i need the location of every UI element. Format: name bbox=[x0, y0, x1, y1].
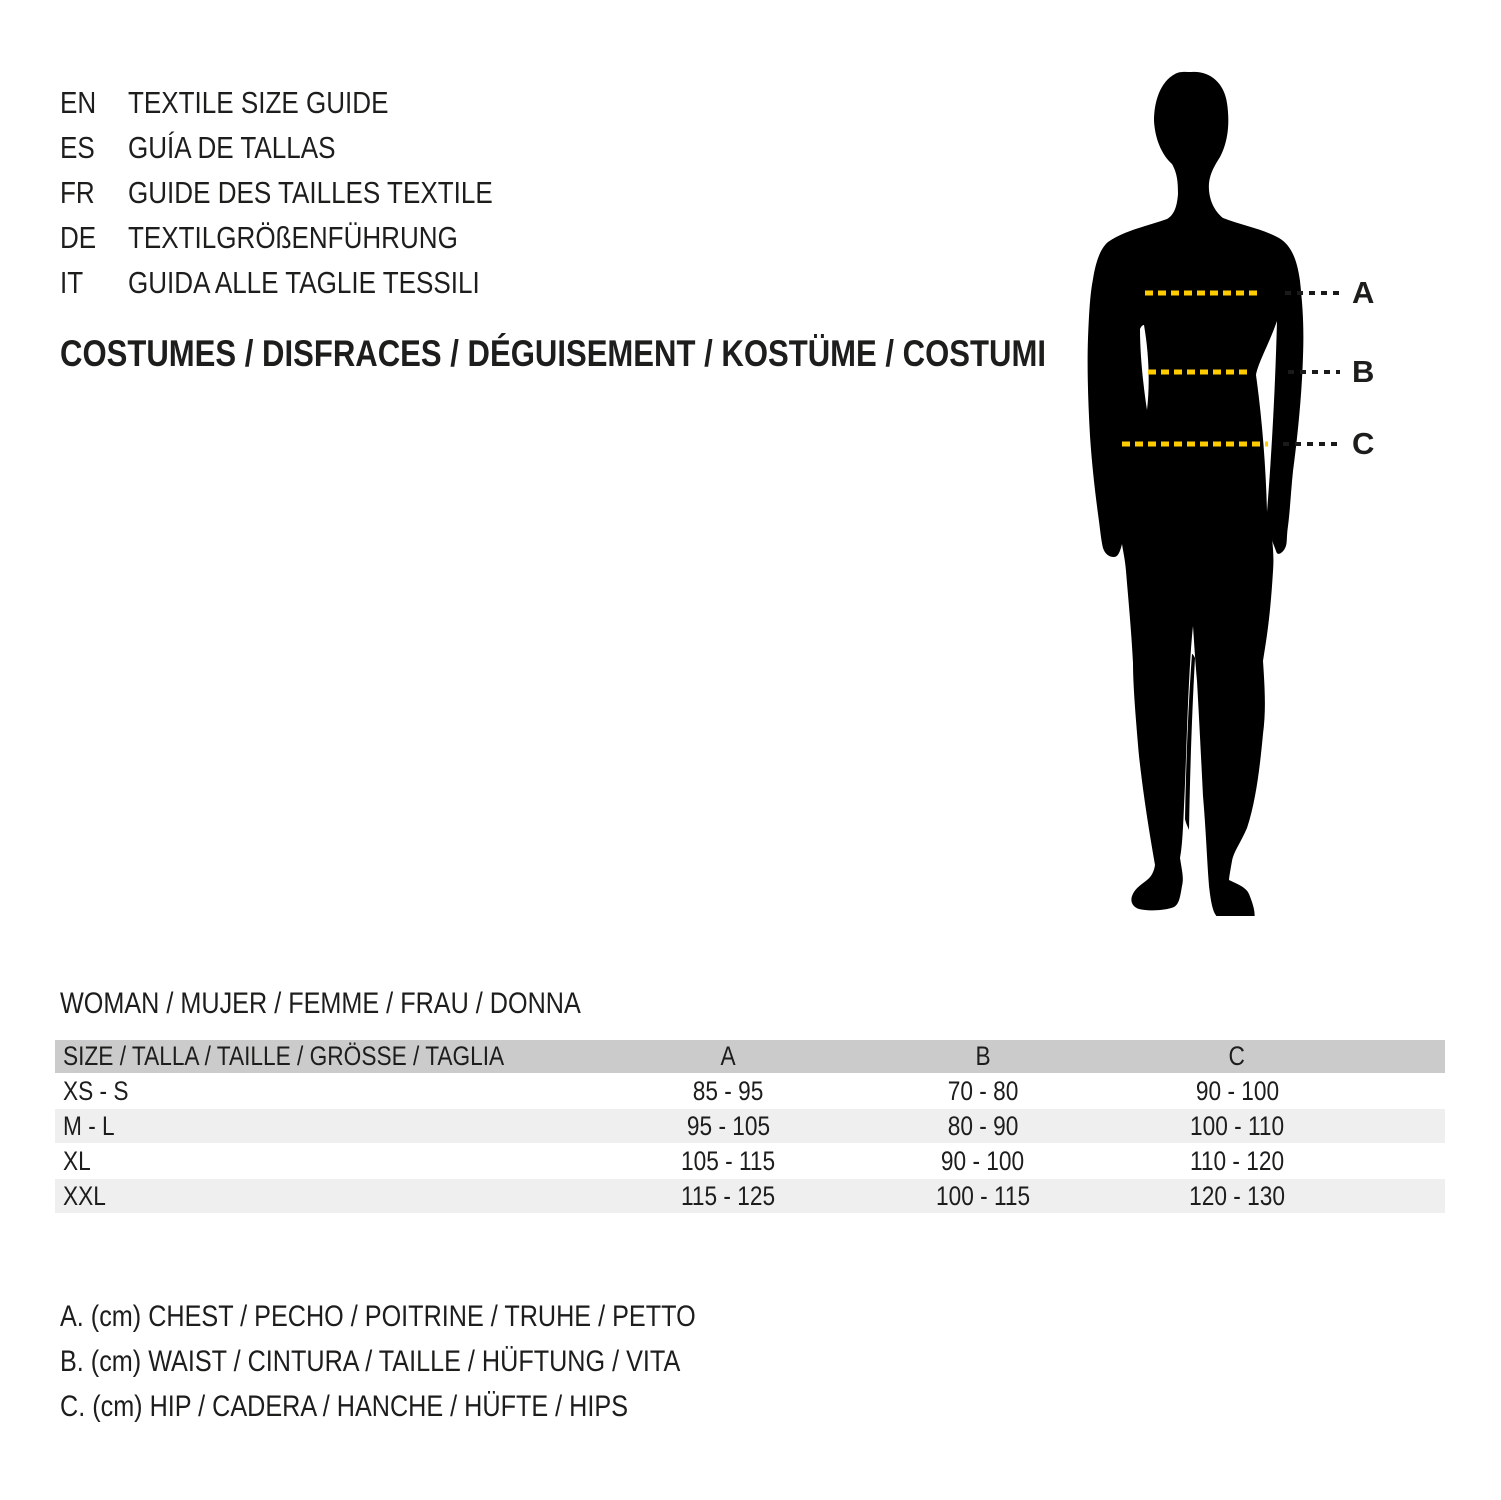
woman-silhouette-figure bbox=[1082, 66, 1342, 916]
measure-cell-c: 110 - 120 bbox=[1190, 1145, 1285, 1176]
language-code: DE bbox=[60, 219, 97, 255]
measure-cell-b: 100 - 115 bbox=[935, 1180, 1030, 1211]
legend-line-c: C. (cm) HIP / CADERA / HANCHE / HÜFTE / HIPS bbox=[60, 1389, 628, 1423]
language-guide-title: GUÍA DE TALLAS bbox=[128, 129, 336, 165]
size-cell: M - L bbox=[63, 1110, 115, 1141]
language-row-en bbox=[60, 80, 562, 125]
size-table-header-col-b: B bbox=[975, 1041, 991, 1071]
category-heading bbox=[60, 333, 1234, 375]
measure-cell-b: 80 - 90 bbox=[947, 1110, 1019, 1141]
size-table-header-row bbox=[55, 1040, 1445, 1074]
measure-label-b: B bbox=[1352, 354, 1375, 389]
language-row-it bbox=[60, 260, 562, 305]
size-table bbox=[55, 1040, 1445, 1214]
measure-cell-c: 120 - 130 bbox=[1189, 1180, 1286, 1211]
size-table-header-col-c: C bbox=[1228, 1041, 1246, 1071]
size-cell: XS - S bbox=[63, 1075, 129, 1106]
measure-label-c: C bbox=[1352, 426, 1375, 461]
measure-cell-a: 95 - 105 bbox=[686, 1110, 771, 1141]
size-table-row-xs-s bbox=[55, 1074, 1445, 1109]
language-row-de bbox=[60, 215, 562, 260]
measure-cell-a: 115 - 125 bbox=[681, 1180, 776, 1211]
measure-cell-a: 85 - 95 bbox=[693, 1075, 764, 1106]
language-guide-title: TEXTILE SIZE GUIDE bbox=[128, 84, 389, 120]
size-cell: XL bbox=[63, 1145, 91, 1176]
language-guide-title: GUIDE DES TAILLES TEXTILE bbox=[128, 174, 493, 210]
measure-cell-b: 90 - 100 bbox=[941, 1145, 1025, 1176]
section-title-text: WOMAN / MUJER / FEMME / FRAU / DONNA bbox=[60, 987, 581, 1020]
language-row-fr bbox=[60, 170, 562, 215]
size-table-row-xl bbox=[55, 1144, 1445, 1179]
measure-label-a: A bbox=[1352, 275, 1375, 310]
woman-silhouette-shape bbox=[1088, 72, 1304, 916]
size-table-row-m-l bbox=[55, 1109, 1445, 1144]
language-code: IT bbox=[60, 264, 84, 300]
measure-cell-a: 105 - 115 bbox=[681, 1145, 776, 1176]
legend-line-a: A. (cm) CHEST / PECHO / POITRINE / TRUHE / PETTO bbox=[60, 1299, 696, 1333]
language-code: FR bbox=[60, 174, 95, 210]
measure-cell-c: 100 - 110 bbox=[1190, 1110, 1285, 1141]
size-table-header-size-label: SIZE / TALLA / TAILLE / GRÖSSE / TAGLIA bbox=[63, 1041, 505, 1071]
measure-cell-b: 70 - 80 bbox=[947, 1075, 1019, 1106]
category-heading-text: COSTUMES / DISFRACES / DÉGUISEMENT / KOSTÜME / COSTUMI bbox=[60, 333, 1046, 374]
language-code: EN bbox=[60, 84, 97, 120]
measure-cell-c: 90 - 100 bbox=[1195, 1075, 1279, 1106]
language-title-list bbox=[60, 80, 562, 305]
woman-silhouette-svg bbox=[1082, 66, 1342, 916]
language-guide-title: GUIDA ALLE TAGLIE TESSILI bbox=[128, 264, 480, 300]
legend-line-b: B. (cm) WAIST / CINTURA / TAILLE / HÜFTUNG / VITA bbox=[60, 1344, 681, 1378]
size-cell: XXL bbox=[63, 1180, 106, 1211]
language-row-es bbox=[60, 125, 562, 170]
measurement-legend bbox=[60, 1294, 817, 1429]
section-title-woman bbox=[60, 987, 680, 1021]
language-code: ES bbox=[60, 129, 95, 165]
language-guide-title: TEXTILGRÖßENFÜHRUNG bbox=[128, 219, 458, 255]
size-table-row-xxl bbox=[55, 1179, 1445, 1214]
size-table-header-col-a: A bbox=[720, 1041, 737, 1071]
